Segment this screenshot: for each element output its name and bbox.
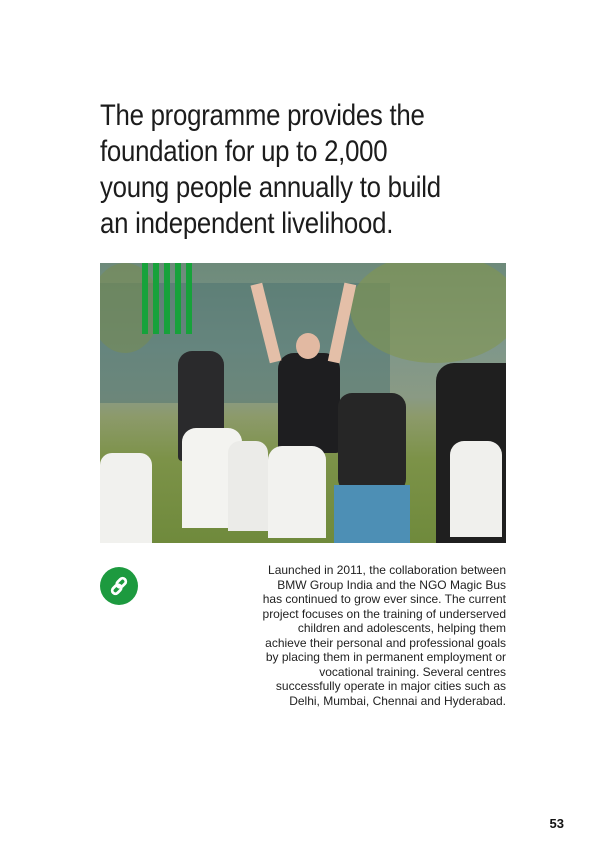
body-line: has continued to grow ever since. The current: [262, 592, 506, 606]
body-line: by placing them in permanent employment or: [265, 650, 506, 664]
body-paragraph: [220, 563, 506, 708]
body-line: successfully operate in major cities such as: [275, 679, 506, 693]
photo-child: [268, 446, 326, 538]
photo-child: [450, 441, 502, 537]
body-line: project focuses on the training of underserved: [262, 606, 506, 621]
photo-child: [100, 453, 152, 543]
headline-line: an independent livelihood.: [100, 207, 394, 240]
body-line: children and adolescents, helping them: [297, 621, 506, 635]
headline: [100, 98, 461, 242]
photo-child: [228, 441, 268, 531]
headline-line: foundation for up to 2,000: [100, 135, 388, 168]
photo-person: [278, 353, 340, 453]
body-line: BMW Group India and the NGO Magic Bus: [277, 577, 506, 592]
photo-face: [296, 333, 320, 359]
body-line: Delhi, Mumbai, Chennai and Hyderabad.: [289, 693, 506, 708]
body-line: vocational training. Several centres: [319, 664, 506, 679]
body-line: Launched in 2011, the collaboration between: [268, 563, 506, 577]
headline-line: young people annually to build: [100, 171, 441, 204]
page-number: 53: [549, 816, 564, 831]
photo-person: [334, 485, 410, 543]
photo-person: [338, 393, 406, 493]
photo-children-playing: [100, 263, 506, 543]
headline-line: The programme provides the: [100, 99, 425, 132]
link-icon: [100, 567, 138, 605]
body-line: achieve their personal and professional goals: [265, 635, 506, 650]
green-stripes-logo: [142, 263, 192, 334]
